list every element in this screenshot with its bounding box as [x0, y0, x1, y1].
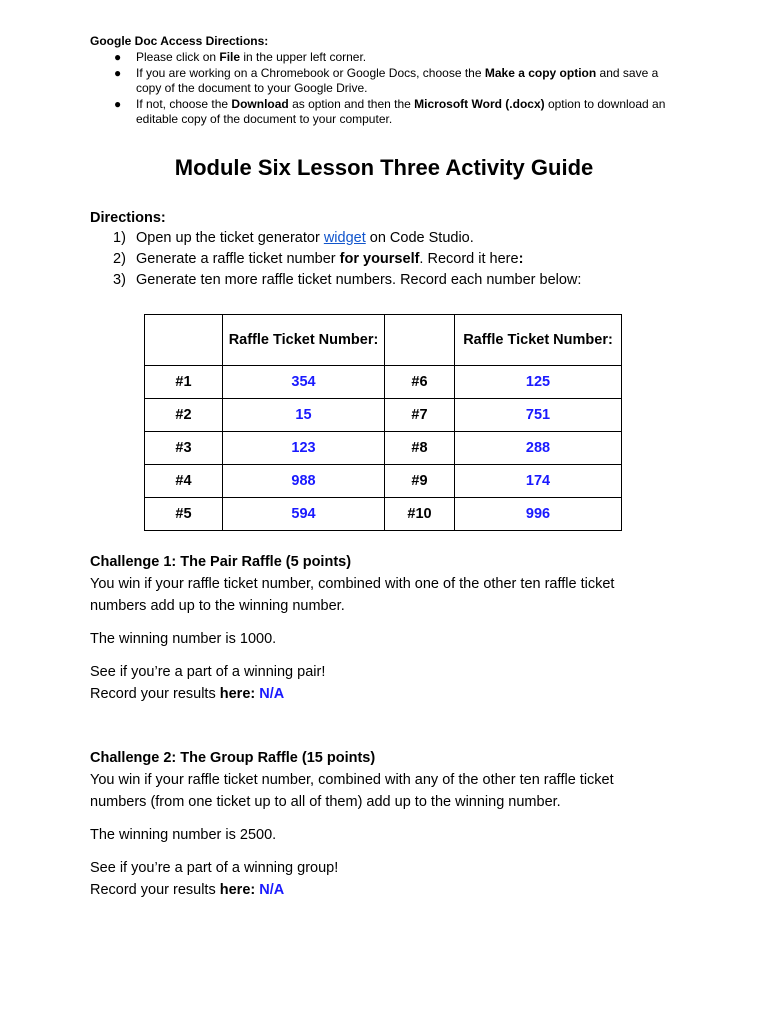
access-directions-list	[0, 50, 768, 128]
bullet-icon: ●	[114, 65, 122, 80]
challenge-1-record	[90, 683, 650, 705]
challenge-1-winning-number: The winning number is 1000.	[90, 631, 277, 647]
direction-step	[0, 227, 768, 248]
bullet-icon: ●	[114, 50, 122, 64]
step-number: 3)	[113, 272, 126, 288]
access-item-bold: Make a copy option	[484, 65, 597, 80]
access-item-text: Please click on	[136, 50, 220, 64]
challenge-1-title: Challenge 1: The Pair Raffle (5 points)	[90, 554, 352, 570]
access-item-bold: File	[219, 50, 241, 64]
access-item-text: in the upper left corner.	[240, 50, 367, 64]
directions-label: Directions:	[90, 210, 166, 226]
step-text: . Record it here	[419, 251, 519, 267]
challenge-2-answer: N/A	[259, 882, 285, 898]
ticket-label: #7	[385, 399, 455, 432]
ticket-number: 594	[223, 498, 385, 531]
ticket-label: #2	[145, 399, 223, 432]
access-item-text: If not, choose the	[136, 96, 232, 111]
challenge-2-winning-number: The winning number is 2500.	[90, 827, 277, 843]
ticket-label: #6	[385, 366, 455, 399]
ticket-number: 354	[223, 366, 385, 399]
challenge-2-section	[90, 747, 650, 901]
table-header-cell: Raffle Ticket Number:	[223, 315, 385, 366]
challenge-1-description: You win if your raffle ticket number, combined with one of the other ten raffle ticket numbers add up to the winning number.	[90, 576, 615, 614]
ticket-label: #5	[145, 498, 223, 531]
step-number: 2)	[113, 251, 126, 267]
access-item	[0, 66, 681, 97]
record-label: Record your results	[90, 882, 220, 898]
bullet-icon: ●	[114, 96, 122, 111]
ticket-number: 125	[455, 366, 622, 399]
table-row	[145, 399, 622, 432]
ticket-label: #8	[385, 432, 455, 465]
step-text: on Code Studio.	[365, 230, 474, 246]
challenge-1-section	[90, 551, 650, 705]
ticket-label: #10	[385, 498, 455, 531]
page-title: Module Six Lesson Three Activity Guide	[174, 155, 594, 180]
widget-link[interactable]: widget	[323, 230, 366, 246]
access-item-text: and save a copy of the document to your Google Drive.	[136, 65, 659, 95]
record-here: here:	[219, 686, 256, 702]
step-text: Generate a raffle ticket number	[136, 251, 340, 267]
ticket-label: #1	[145, 366, 223, 399]
ticket-label: #9	[385, 465, 455, 498]
table-header-row	[145, 315, 622, 366]
table-header-cell	[145, 315, 223, 366]
ticket-number: 751	[455, 399, 622, 432]
ticket-number: 996	[455, 498, 622, 531]
access-item	[0, 97, 681, 128]
directions-steps	[0, 227, 768, 290]
challenge-1-answer: N/A	[259, 686, 285, 702]
ticket-number: 174	[455, 465, 622, 498]
challenge-1-prompt: See if you’re a part of a winning pair!	[90, 664, 326, 680]
ticket-number: 288	[455, 432, 622, 465]
challenge-2-prompt: See if you’re a part of a winning group!	[90, 860, 339, 876]
table-header-cell	[385, 315, 455, 366]
access-item	[0, 50, 681, 66]
challenge-2-description: You win if your raffle ticket number, combined with any of the other ten raffle ticket numbers (from one ticket up to all of them) add up to the winning number.	[90, 772, 614, 810]
access-item-text: option to download an editable copy of the document to your computer.	[136, 96, 666, 126]
access-item-bold: Download	[231, 96, 289, 111]
step-number: 1)	[113, 230, 126, 246]
access-item-bold: Microsoft Word (.docx)	[414, 96, 545, 111]
record-here: here:	[219, 882, 256, 898]
step-text: Open up the ticket generator	[136, 230, 324, 246]
table-row	[145, 465, 622, 498]
access-item-text: as option and then the	[288, 96, 415, 111]
ticket-number: 123	[223, 432, 385, 465]
table-row	[145, 366, 622, 399]
raffle-ticket-table	[144, 314, 622, 531]
step-bold: :	[518, 251, 524, 267]
direction-step	[0, 269, 768, 290]
step-bold: for yourself	[339, 251, 420, 267]
access-item-text: If you are working on a Chromebook or Google Docs, choose the	[136, 65, 485, 80]
direction-step	[0, 248, 768, 269]
table-header-cell: Raffle Ticket Number:	[455, 315, 622, 366]
table-row	[145, 498, 622, 531]
record-label: Record your results	[90, 686, 220, 702]
access-directions-title: Google Doc Access Directions:	[90, 34, 269, 48]
challenge-2-record	[90, 879, 650, 901]
step-text: Generate ten more raffle ticket numbers. Record each number below:	[136, 272, 582, 288]
ticket-number: 988	[223, 465, 385, 498]
ticket-label: #3	[145, 432, 223, 465]
challenge-2-title: Challenge 2: The Group Raffle (15 points)	[90, 750, 376, 766]
table-row	[145, 432, 622, 465]
ticket-number: 15	[223, 399, 385, 432]
ticket-label: #4	[145, 465, 223, 498]
